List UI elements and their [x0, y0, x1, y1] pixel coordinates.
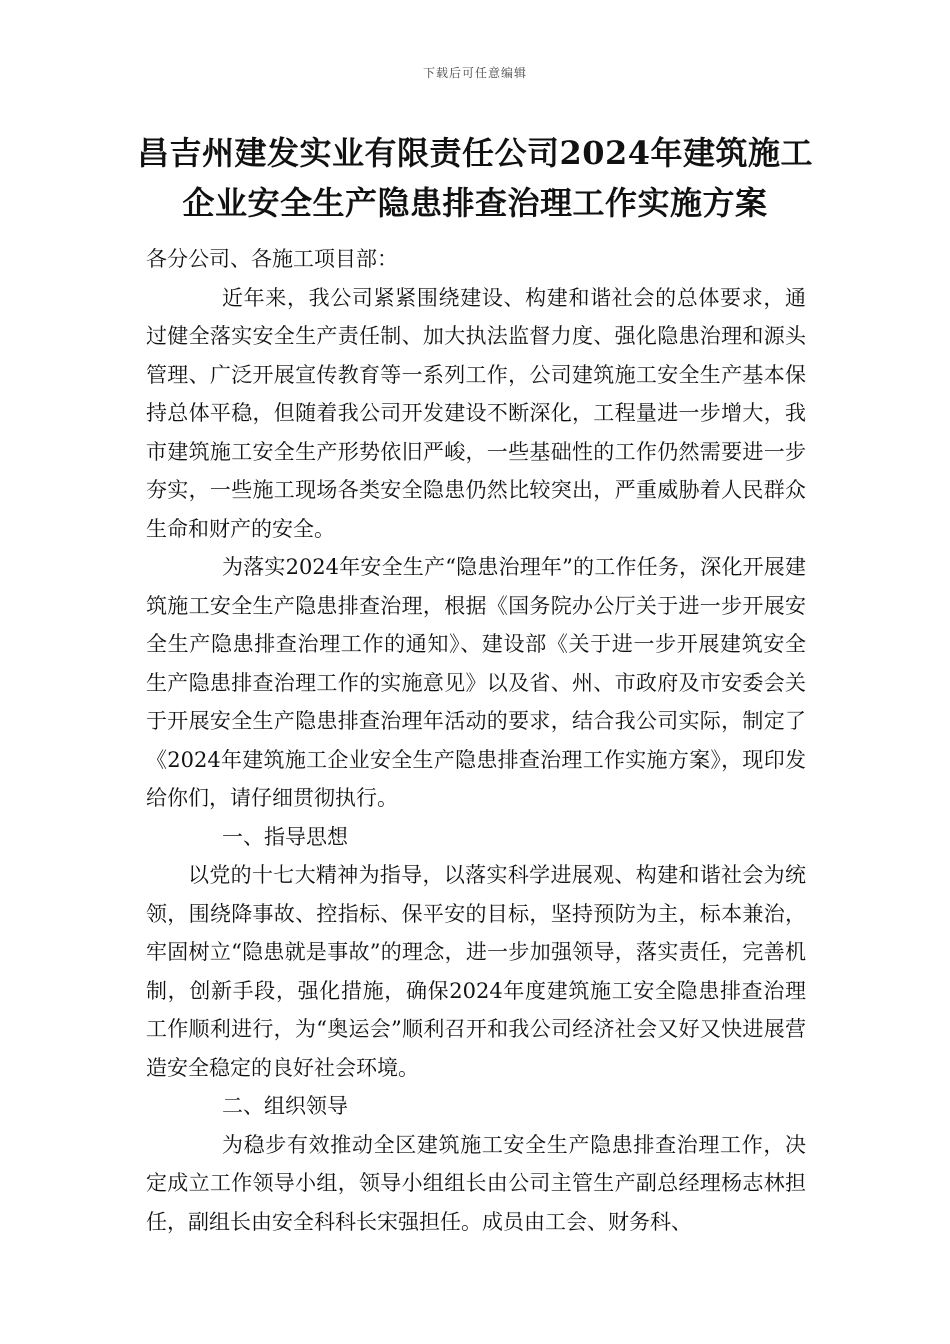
section-heading-guiding-ideology: 一、指导思想 [222, 824, 348, 849]
document-title [100, 128, 850, 228]
salutation: 各分公司、各施工项目部： [146, 247, 398, 271]
title-line-2: 企业安全生产隐患排查治理工作实施方案 [182, 184, 768, 222]
paragraph-organization: 为稳步有效推动全区建筑施工安全生产隐患排查治理工作，决定成立工作领导小组，领导小组组长由公司主管生产副总经理杨志林担任，副组长由安全科科长宋强担任。成员由工会、财务科、 [146, 1132, 806, 1234]
section-heading-organization: 二、组织领导 [222, 1094, 348, 1118]
document-body [146, 240, 806, 1241]
header-note: 下载后可任意编辑 [422, 66, 527, 80]
title-line-1: 昌吉州建发实业有限责任公司2024年建筑施工 [136, 134, 814, 172]
paragraph-purpose: 为落实2024年安全生产“隐患治理年”的工作任务，深化开展建筑施工安全生产隐患排查治理，根据《国务院办公厅关于进一步开展安全生产隐患排查治理工作的通知》、建设部《关于进一步开展建筑安全生产隐患排查治理工作的实施意见》以及省、州、市政府及市安委会关于开展安全生产隐患排查治理年活动的要求，结合我公司实际，制定了《2024年建筑施工企业安全生产隐患排查治理工作实施方案》，现印发给你们，请仔细贯彻执行。 [146, 555, 806, 810]
paragraph-intro: 近年来，我公司紧紧围绕建设、构建和谐社会的总体要求，通过健全落实安全生产责任制、加大执法监督力度、强化隐患治理和源头管理、广泛开展宣传教育等一系列工作，公司建筑施工安全生产基本保持总体平稳，但随着我公司开发建设不断深化，工程量进一步增大，我市建筑施工安全生产形势依旧严峻，一些基础性的工作仍然需要进一步夯实，一些施工现场各类安全隐患仍然比较突出，严重威胁着人民群众生命和财产的安全。 [146, 285, 806, 541]
paragraph-guiding-ideology: 以党的十七大精神为指导，以落实科学进展观、构建和谐社会为统领，围绕降事故、控指标、保平安的目标，坚持预防为主，标本兼治，牢固树立“隐患就是事故”的理念，进一步加强领导，落实责任，完善机制，创新手段，强化措施，确保2024年度建筑施工安全隐患排查治理工作顺利进行，为“奥运会”顺利召开和我公司经济社会又好又快进展营造安全稳定的良好社会环境。 [146, 863, 806, 1080]
